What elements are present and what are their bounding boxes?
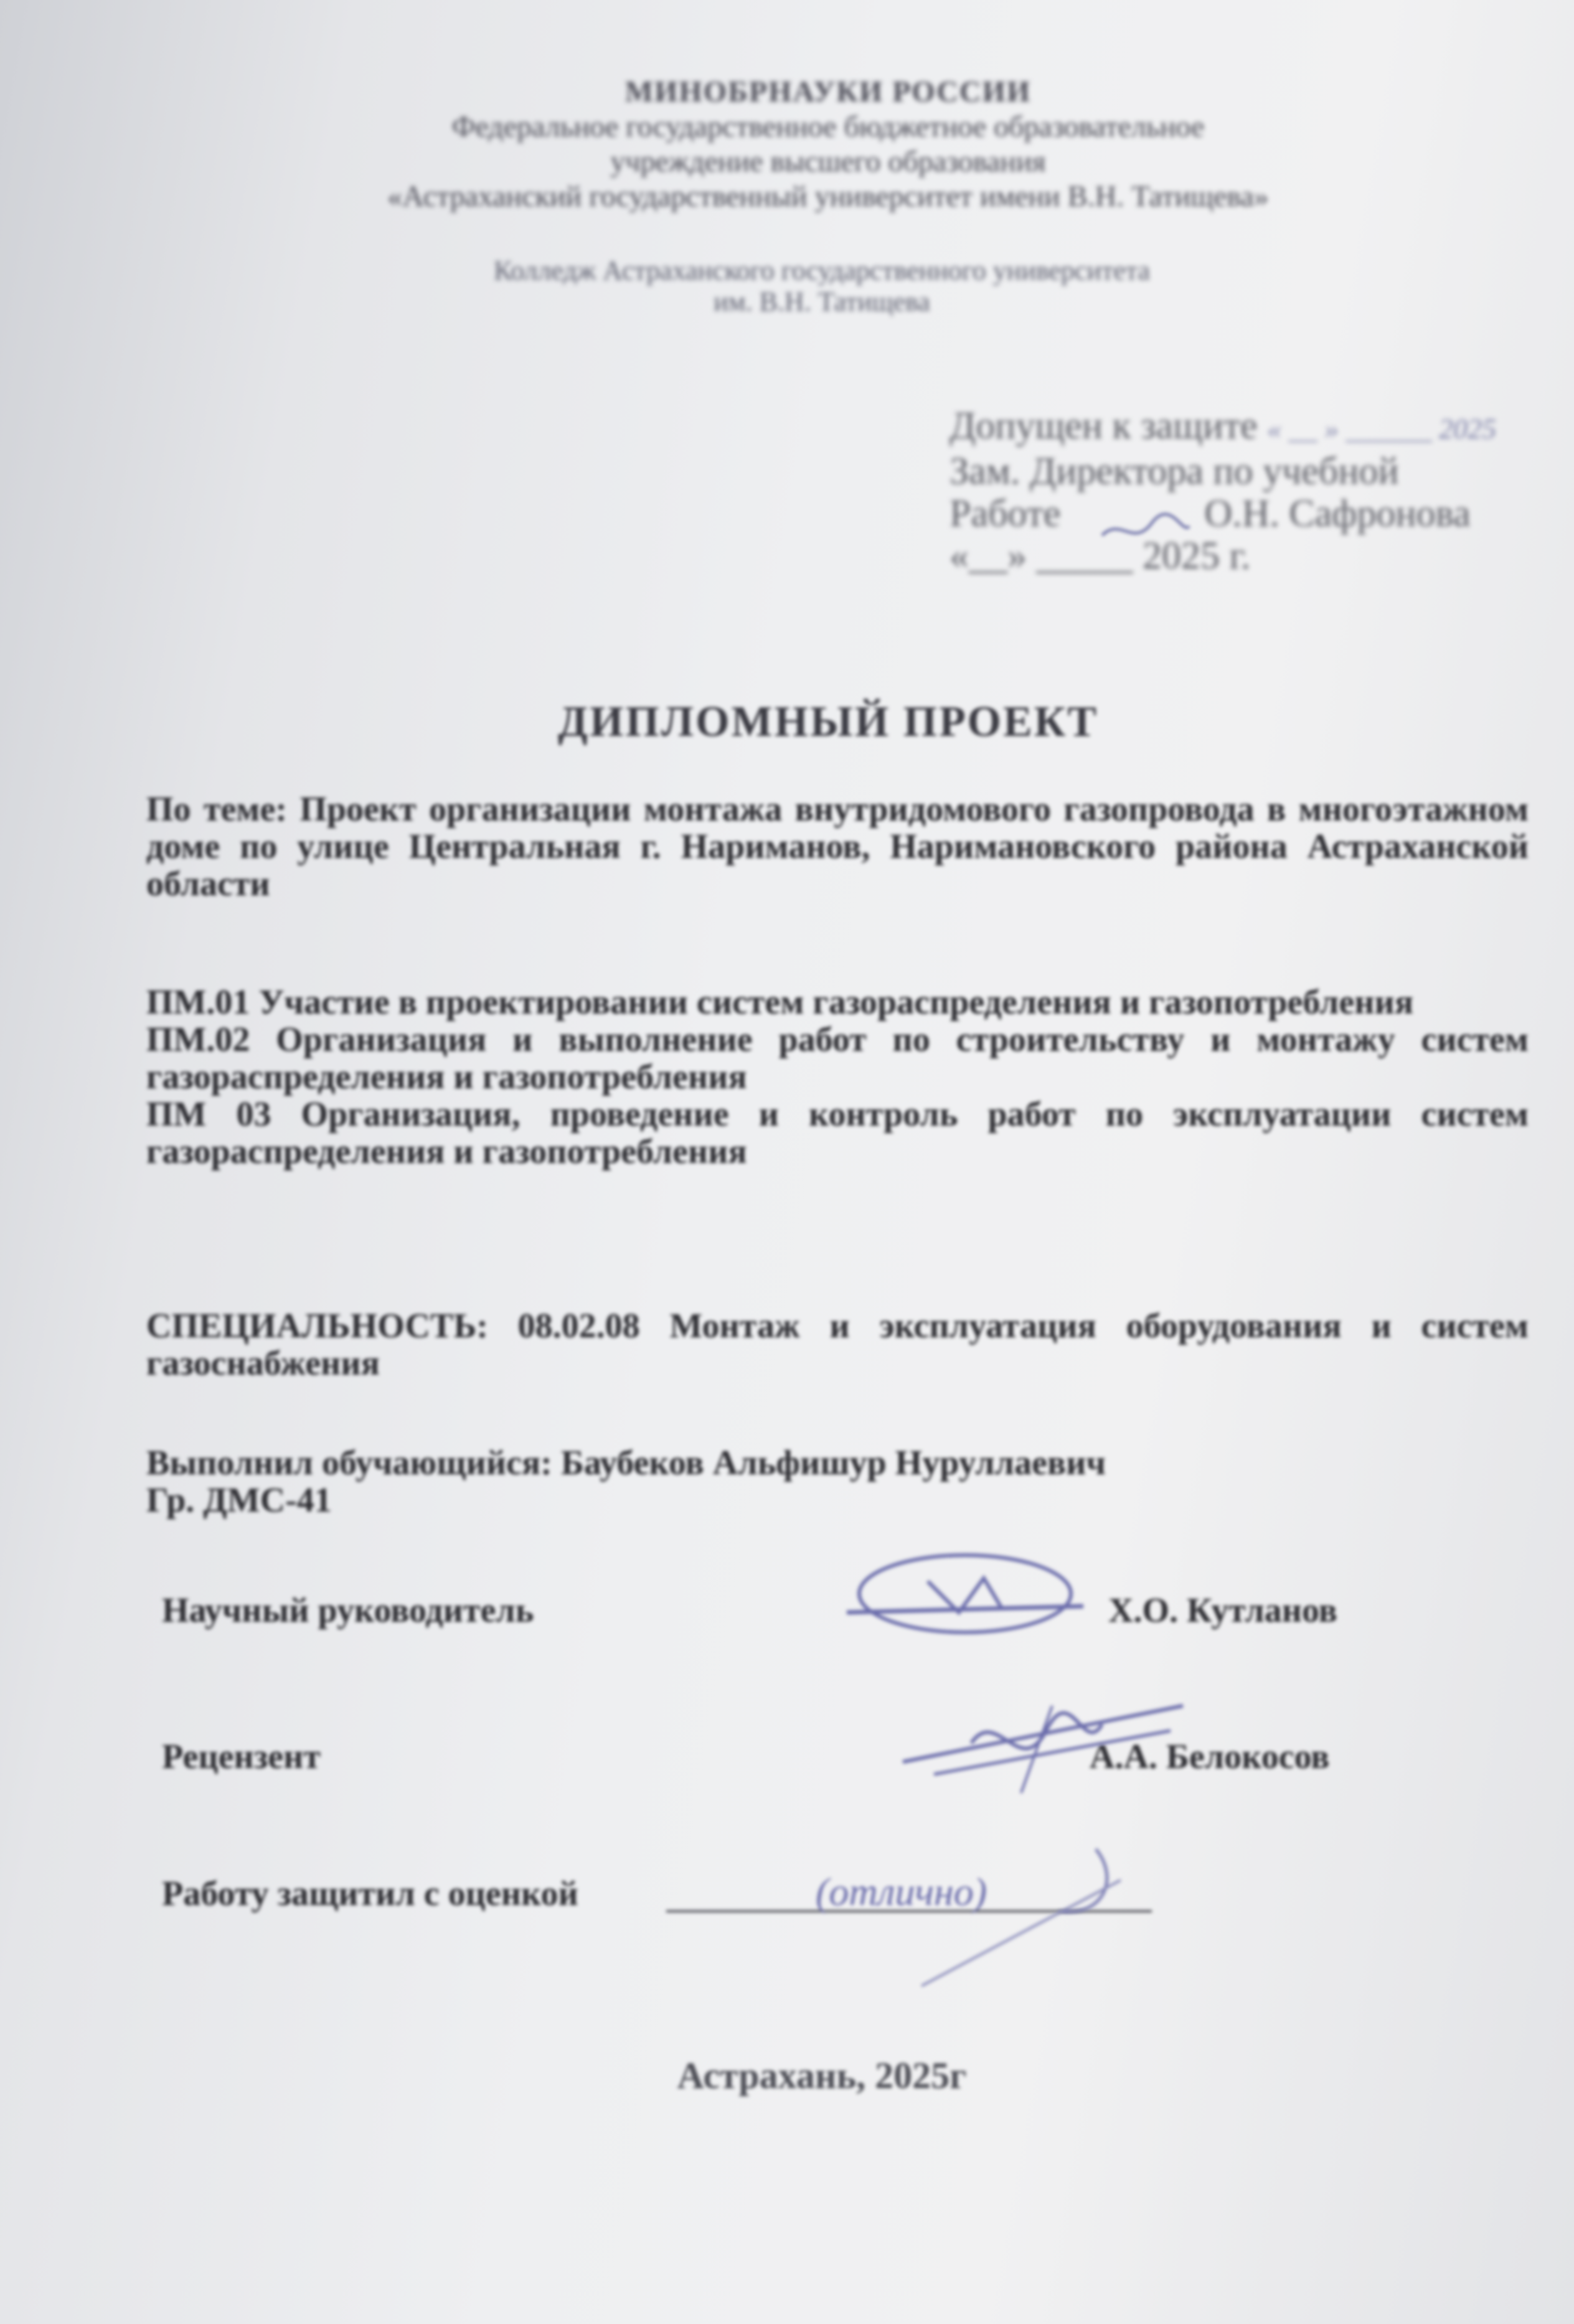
branch-line-1: Колледж Астраханского государственного университета xyxy=(493,255,1151,286)
university-name: «Астраханский государственный университет имени В.Н. Татищева» xyxy=(387,180,1269,213)
ministry-line: МИНОБРНАУКИ РОССИИ xyxy=(624,75,1032,108)
approval-line-1 xyxy=(950,405,1510,450)
grade-value: (отлично) xyxy=(816,1870,987,1914)
institution-line-2: Федеральное государственное бюджетное образовательное xyxy=(451,110,1205,143)
deputy-signature xyxy=(1096,504,1195,554)
supervisor-signature xyxy=(834,1544,1096,1644)
institution-line-3: учреждение высшего образования xyxy=(610,145,1046,178)
institution-header xyxy=(299,75,1357,214)
module-pm03: ПМ 03 Организация, проведение и контроль работ по эксплуатации систем газораспределения и газопотребления xyxy=(146,1095,1529,1171)
module-pm01: ПМ.01 Участие в проектировании систем газораспределения и газопотребления xyxy=(146,983,1414,1022)
grade-row xyxy=(162,1870,1407,1924)
student-info xyxy=(146,1444,1529,1519)
grade-scribble xyxy=(809,1843,1133,1992)
admitted-date: « __ » ______ 2025 xyxy=(1267,413,1497,445)
project-topic: По теме: Проект организации монтажа внутридомового газопровода в многоэтажном доме по улице Центральная г. Нариманов, Наримановского района Астраханской области xyxy=(146,790,1529,903)
branch-line-2: им. В.Н. Татищева xyxy=(714,286,930,317)
professional-modules xyxy=(146,984,1529,1170)
admitted-text: Допущен к защите xyxy=(950,405,1258,447)
grade-label: Работу защитил с оценкой xyxy=(162,1875,578,1913)
reviewer-signature xyxy=(897,1668,1195,1805)
approval-block xyxy=(950,405,1510,577)
module-pm02: ПМ.02 Организация и выполнение работ по строительству и монтажу систем газораспределения и газопотребления xyxy=(146,1020,1529,1096)
approval-line-2: Зам. Директора по учебной xyxy=(950,450,1399,492)
supervisor-row xyxy=(162,1591,1407,1640)
student-group: Гр. ДМС-41 xyxy=(146,1481,332,1520)
city-year: Астрахань, 2025г xyxy=(677,2055,967,2096)
deputy-director-name: О.Н. Сафронова xyxy=(1204,492,1471,535)
specialty: СПЕЦИАЛЬНОСТЬ: 08.02.08 Монтаж и эксплуатация оборудования и систем газоснабжения xyxy=(146,1307,1529,1383)
student-name: Выполнил обучающийся: Баубеков Альфишур Нуруллаевич xyxy=(146,1444,1106,1482)
reviewer-label: Рецензент xyxy=(162,1738,321,1776)
reviewer-name: А.А. Белокосов xyxy=(1090,1738,1330,1776)
reviewer-row xyxy=(162,1737,1407,1787)
approval-work-label: Работе xyxy=(950,492,1061,535)
supervisor-name: Х.О. Кутланов xyxy=(1108,1591,1337,1630)
approval-date: «__» _____ 2025 г. xyxy=(950,535,1251,577)
document-title: ДИПЛОМНЫЙ ПРОЕКТ xyxy=(557,698,1099,746)
college-branch xyxy=(398,255,1245,318)
approval-line-3 xyxy=(950,492,1510,535)
supervisor-label: Научный руководитель xyxy=(162,1591,534,1630)
